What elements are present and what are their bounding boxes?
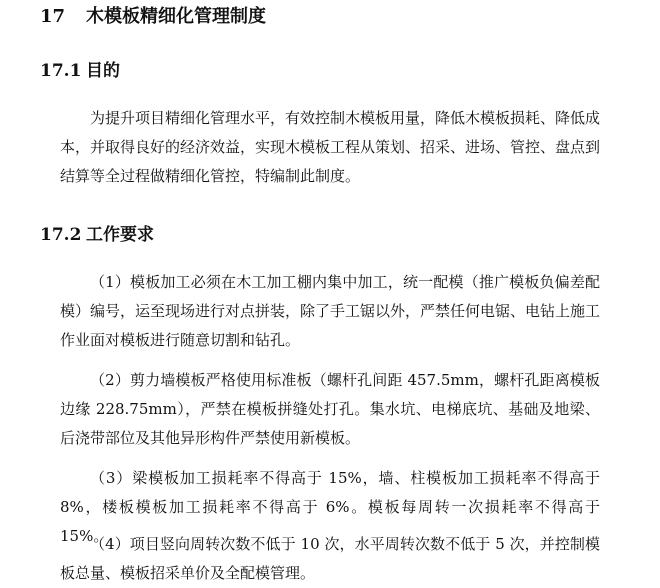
- requirement-item-3: （3）梁模板加工损耗率不得高于 15%，墙、柱模板加工损耗率不得高于 8%，楼板模板加工损耗率不得高于 6%。模板每周转一次损耗率不得高于 15%。: [60, 469, 600, 545]
- requirement-item-2: （2）剪力墙模板严格使用标准板（螺杆孔间距 457.5mm，螺杆孔距离模板边缘 228.75mm），严禁在模板拼缝处打孔。集水坑、电梯底坑、基础及地梁、后浇带部位及其他异形构件严禁使用新模板。: [60, 371, 600, 447]
- subsection-heading-purpose: [40, 58, 120, 84]
- subsection-title: 目的: [86, 61, 120, 81]
- subsection-number: 17.1: [40, 61, 82, 81]
- requirement-item-1: （1）模板加工必须在木工加工棚内集中加工，统一配模（推广模板负偏差配模）编号，运至现场进行对点拼装，除了手工锯以外，严禁任何电锯、电钻上施工作业面对模板进行随意切割和钻孔。: [60, 273, 601, 349]
- section-heading: [40, 4, 266, 30]
- subsection-heading-requirements: [40, 222, 154, 248]
- subsection-number: 17.2: [40, 225, 82, 245]
- requirement-item-4: （4）项目竖向周转次数不低于 10 次，水平周转次数不低于 5 次，并控制模板总量、模板招采单价及全配模管理。: [60, 535, 600, 582]
- section-title: 木模板精细化管理制度: [86, 6, 266, 27]
- subsection-title: 工作要求: [86, 225, 154, 245]
- section-number: 17: [40, 6, 66, 27]
- purpose-paragraph: 为提升项目精细化管理水平，有效控制木模板用量，降低木模板损耗、降低成本，并取得良好的经济效益，实现木模板工程从策划、招采、进场、管控、盘点到结算等全过程做精细化管控，特编制此制度。: [60, 109, 601, 185]
